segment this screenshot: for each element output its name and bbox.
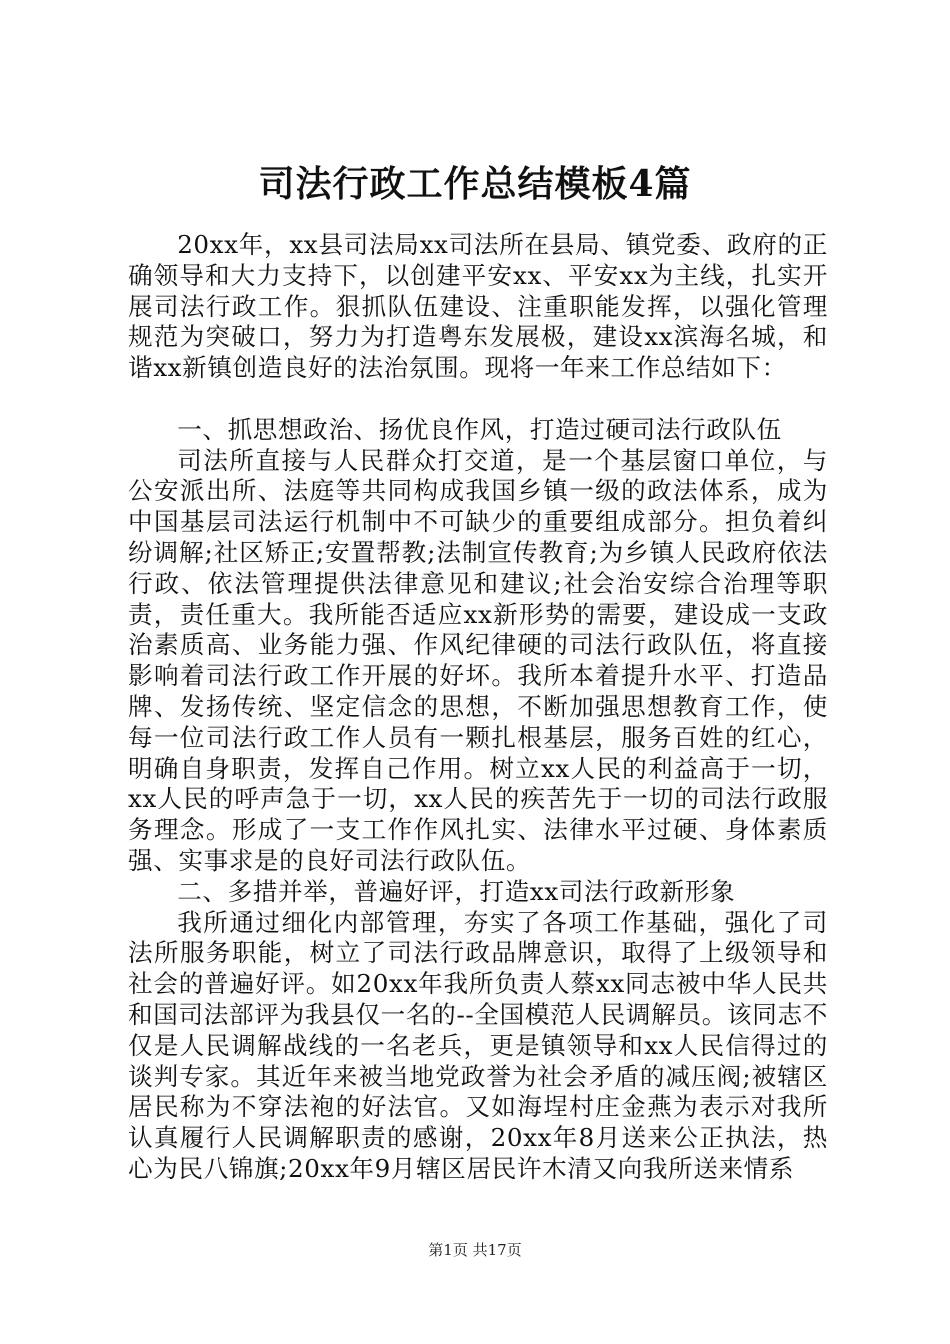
page-number-footer: 第1页 共17页 [428,1241,522,1259]
section-2-paragraph: 我所通过细化内部管理，夯实了各项工作基础，强化了司法所服务职能，树立了司法行政品牌意识，取得了上级领导和社会的普遍好评。如20xx年我所负责人蔡xx同志被中华人民共和国司法部评为我县仅一名的--全国模范人民调解员。该同志不仅是人民调解战线的一名老兵，更是镇领导和xx人民信得过的谈判专家。其近年来被当地党政誉为社会矛盾的减压阀;被辖区居民称为不穿法袍的好法官。又如海埕村庄金燕为表示对我所认真履行人民调解职责的感谢，20xx年8月送来公正执法，热心为民八锦旗;20xx年9月辖区居民许木清又向我所送来情系 [128,907,828,1183]
section-heading-2: 二、多措并举，普遍好评，打造xx司法行政新形象 [177,876,736,906]
intro-paragraph: 20xx年，xx县司法局xx司法所在县局、镇党委、政府的正确领导和大力支持下，以创建平安xx、平安xx为主线，扎实开展司法行政工作。狠抓队伍建设、注重职能发挥，以强化管理规范为突破口，努力为打造粤东发展极，建设xx滨海名城，和谐xx新镇创造良好的法治氛围。现将一年来工作总结如下： [128,230,828,383]
section-heading-1: 一、抓思想政治、扬优良作风，打造过硬司法行政队伍 [177,414,782,444]
document-body [128,230,828,1185]
document-title: 司法行政工作总结模板4篇 [258,163,692,205]
section-1-paragraph: 司法所直接与人民群众打交道，是一个基层窗口单位，与公安派出所、法庭等共同构成我国乡镇一级的政法体系，成为中国基层司法运行机制中不可缺少的重要组成部分。担负着纠纷调解;社区矫正;安置帮教;法制宣传教育;为乡镇人民政府依法行政、依法管理提供法律意见和建议;社会治安综合治理等职责，责任重大。我所能否适应xx新形势的需要，建设成一支政治素质高、业务能力强、作风纪律硬的司法行政队伍，将直接影响着司法行政工作开展的好坏。我所本着提升水平、打造品牌、发扬传统、坚定信念的思想，不断加强思想教育工作，使每一位司法行政工作人员有一颗扎根基层，服务百姓的红心，明确自身职责，发挥自己作用。树立xx人民的利益高于一切，xx人民的呼声急于一切，xx人民的疾苦先于一切的司法行政服务理念。形成了一支工作作风扎实、法律水平过硬、身体素质强、实事求是的良好司法行政队伍。 [128,445,828,875]
